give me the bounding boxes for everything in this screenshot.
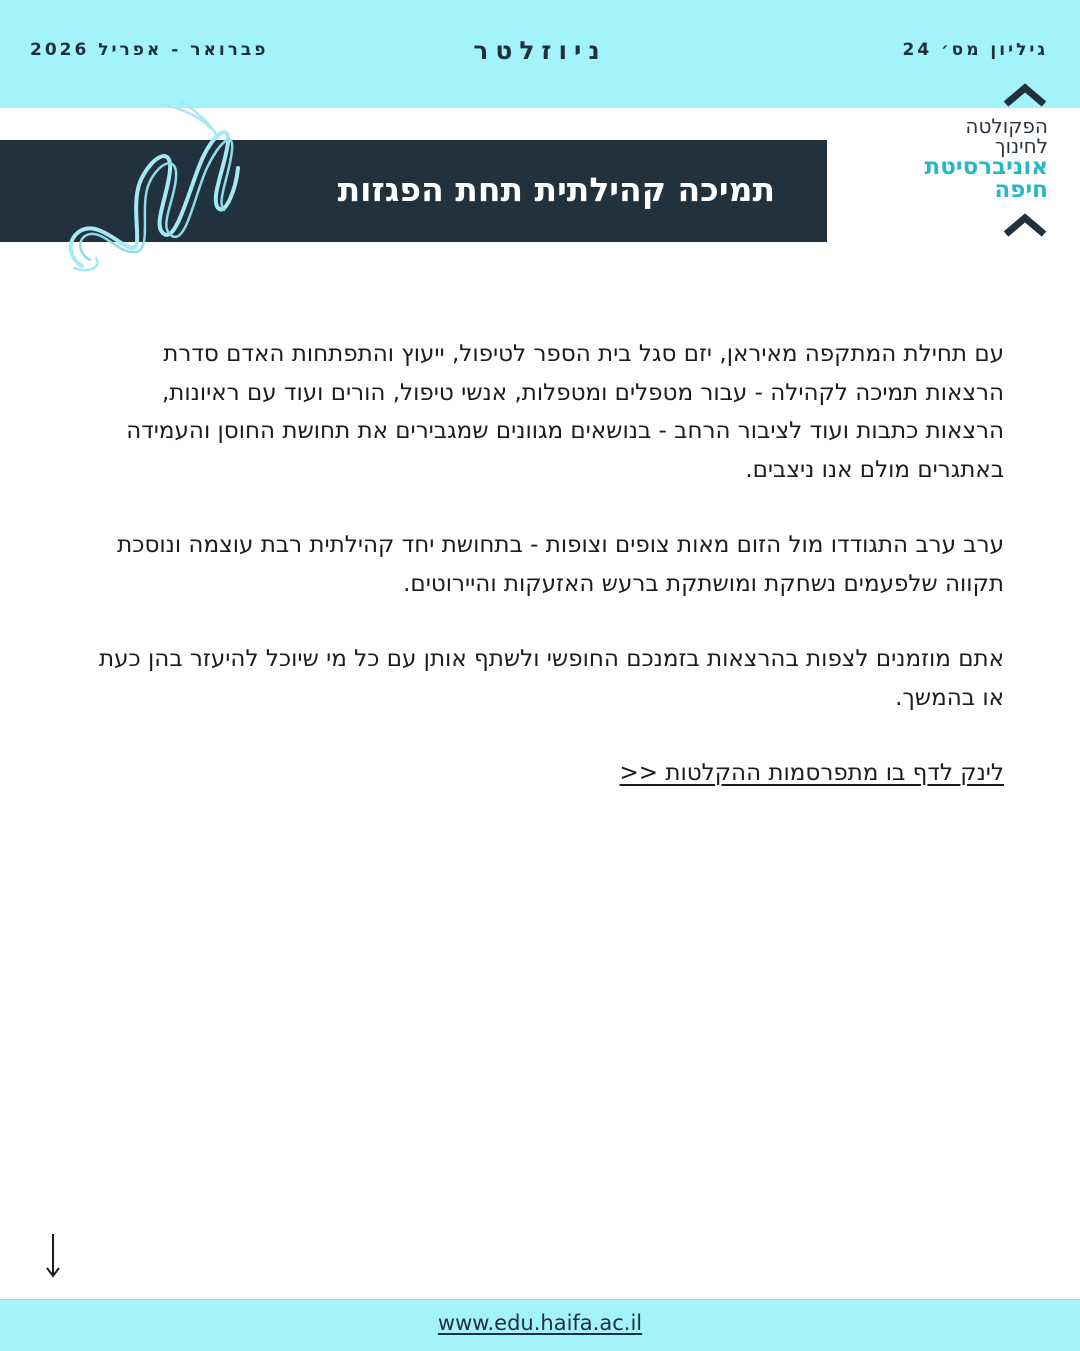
logo-faculty-line2: לחינוך (994, 134, 1048, 158)
chevron-up-icon (1002, 80, 1048, 108)
article-paragraph-2: ערב ערב התגודדו מול הזום מאות צופים וצופות - בתחושת יחד קהילתית רבת עוצמה ונוסכת תקווה שלפעמים נשחקת ומושתקת ברעש האזעקות והיירוטים. (117, 532, 1004, 597)
logo-faculty-line1: הפקולטה (965, 114, 1048, 138)
issue-number: גיליון מס׳ 24 (902, 40, 1048, 60)
newsletter-title: ניוזלטר (473, 36, 607, 65)
issue-dates: פברואר - אפריל 2026 (30, 40, 269, 60)
article-body (78, 335, 1004, 830)
section-title: תמיכה קהילתית תחת הפגזות (337, 170, 775, 209)
scribble-icon (60, 98, 245, 283)
website-link[interactable]: www.edu.haifa.ac.il (437, 1311, 643, 1335)
logo-university-line1: אוניברסיטת (924, 154, 1048, 180)
article-paragraph-1: עם תחילת המתקפה מאיראן, יזם סגל בית הספר לטיפול, ייעוץ והתפתחות האדם סדרת הרצאות תמיכה לקהילה - עבור מטפלים ומטפלות, אנשי טיפול, הורים ועוד עם ראיונות, הרצאות כתבות ועוד לציבור הרחב - בנושאים מגוונים שמגבירים את תחושת החוסן והעמידה באתגרים מולם אנו ניצבים. (126, 341, 1004, 483)
chevron-down-icon (1002, 210, 1048, 238)
footer-bar (0, 1299, 1080, 1351)
recordings-link[interactable]: לינק לדף בו מתפרסמות ההקלטות << (619, 760, 1004, 786)
faculty-logo[interactable] (908, 78, 1048, 238)
logo-university-line2: חיפה (994, 177, 1048, 203)
article-paragraph-3: אתם מוזמנים לצפות בהרצאות בזמנכם החופשי ולשתף אותן עם כל מי שיוכל להיעזר בהן כעת או בהמשך. (99, 646, 1004, 711)
arrow-down-icon[interactable] (44, 1232, 62, 1280)
